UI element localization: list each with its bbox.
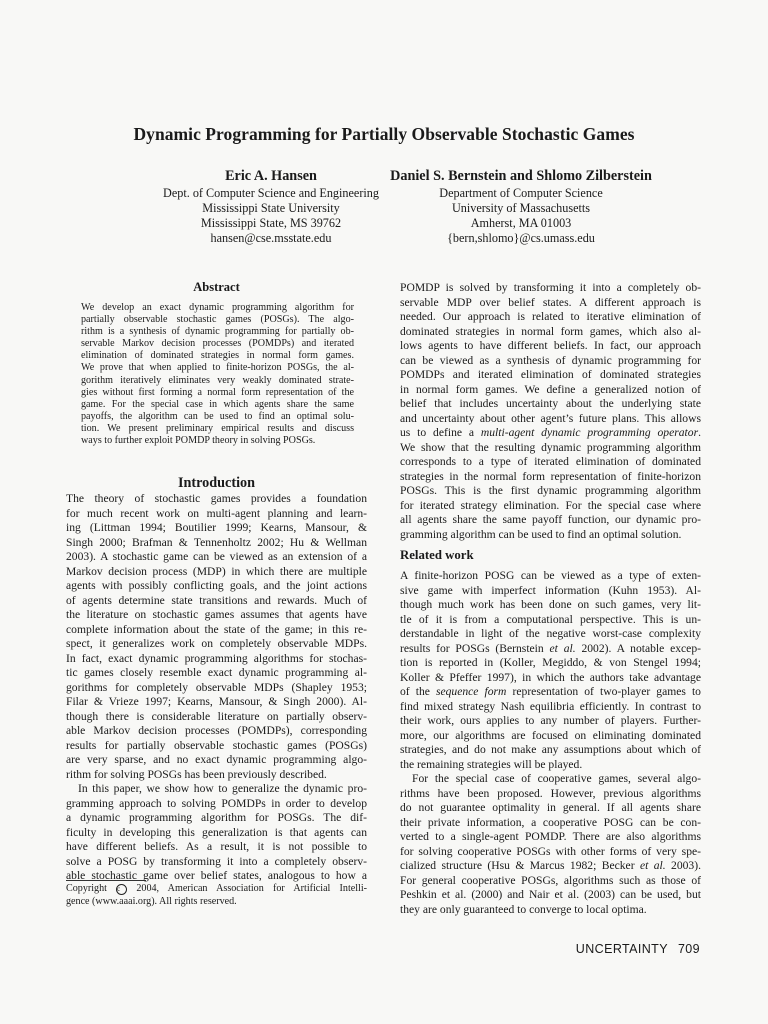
copyright-symbol-icon: c xyxy=(116,884,127,895)
paragraph-line: rithm for solving POSGs has been previously described. xyxy=(66,767,327,781)
author-email: {bern,shlomo}@cs.umass.edu xyxy=(447,230,595,245)
paragraph-line: gramming approach to solving POMDPs in order to develop xyxy=(66,796,367,810)
author-affiliation-line: University of Massachusetts xyxy=(451,200,591,215)
abstract-heading: Abstract xyxy=(193,280,240,294)
paragraph-line: tion is reported in (Koller, Megiddo, & von Stengel 1994; xyxy=(400,656,701,669)
abstract-line: gorithm iteratively eliminates very weakly dominated strate- xyxy=(81,374,354,386)
paragraph-line: A finite-horizon POSG can be viewed as a type of exten- xyxy=(400,569,701,582)
abstract-line: We prove that when applied to finite-horizon POSGs, the al- xyxy=(81,362,354,374)
abstract-line: ways to further exploit POMDP theory in solving POSGs. xyxy=(81,435,316,447)
author-affiliation-line: Department of Computer Science xyxy=(439,186,603,200)
text-run: of the xyxy=(400,685,436,698)
paragraph-line: ing (Littman 1994; Boutilier 1999; Kearns, Mansour, & xyxy=(66,521,367,534)
author-name: Daniel S. Bernstein and Shlomo Zilberstein xyxy=(390,168,652,184)
paragraph-line: find mixed strategy Nash equilibria efficiently. In contrast to xyxy=(400,699,701,713)
copyright-text: 2004, American Association for Artificial Intelli- xyxy=(136,883,368,894)
abstract-line: rithm is a synthesis of dynamic programming for partially ob- xyxy=(81,326,354,338)
footnote-rule xyxy=(66,880,146,881)
author-affiliation-line: Dept. of Computer Science and Engineering xyxy=(163,186,379,200)
paragraph-line: for much recent work on multi-agent planning and learn- xyxy=(66,506,367,520)
emphasis-term: et al. xyxy=(639,859,666,872)
paragraph-line: a dynamic programming algorithm for POSGs. The dif- xyxy=(66,811,367,824)
paragraph-line: POMDPs and iterated elimination of dominated strategies xyxy=(400,368,701,381)
introduction-heading: Introduction xyxy=(178,475,255,491)
author-affiliation-line: Mississippi State, MS 39762 xyxy=(200,215,342,230)
paragraph-line: complete information about the state of the game; in this re- xyxy=(66,622,367,636)
paragraph-line: Koller & Pfeffer 1997), in which the authors take advantage xyxy=(400,670,701,684)
paper-title: Dynamic Programming for Partially Observable Stochastic Games xyxy=(133,124,635,144)
paragraph-line: verted to a single-agent POMDP. There are also algorithms xyxy=(400,830,701,843)
paragraph-line: all agents share the same payoff function, our dynamic pro- xyxy=(400,513,701,526)
copyright-line xyxy=(66,883,367,896)
text-run: cialized structure (Hsu & Marcus 1982; Becker xyxy=(400,859,640,872)
paragraph-line: POMDP is solved by transforming it into a completely ob- xyxy=(400,281,701,294)
paragraph-line: rithms have been proposed. However, previous algorithms xyxy=(400,786,701,800)
paragraph-line: 2003). A stochastic game can be viewed as an extension of a xyxy=(66,550,367,563)
paragraph-line: able stochastic game over belief states, analogous to how a xyxy=(66,869,367,882)
paragraph-line: results for partially observable stochastic games (POSGs) xyxy=(66,738,367,752)
paragraph-line: they are only guaranteed to converge to local optima. xyxy=(400,902,647,916)
page-number: 709 xyxy=(677,942,700,956)
paragraph-line: needed. Our approach is related to iterative elimination of xyxy=(400,310,701,323)
text-run: representation of two-player games to xyxy=(506,685,701,698)
author-name: Eric A. Hansen xyxy=(225,168,317,184)
abstract-body xyxy=(81,302,354,447)
related-work-heading: Related work xyxy=(400,548,474,562)
abstract-line: game. For the special case in which agents share the same xyxy=(81,398,354,410)
text-run: 2002). A notable excep- xyxy=(575,641,701,655)
text-run: . xyxy=(698,426,701,439)
page-footer xyxy=(520,942,700,956)
paragraph-line: for solving cooperative POSGs with other forms of very spe- xyxy=(400,844,701,858)
paragraph-line: can be viewed as a synthesis of dynamic programming for xyxy=(400,353,701,367)
paragraph-line xyxy=(400,642,701,657)
paragraph-line: their work, ours applies to any number of players. Further- xyxy=(400,714,701,727)
author-email: hansen@cse.msstate.edu xyxy=(210,230,332,245)
text-run: results for POSGs (Bernstein xyxy=(400,641,550,655)
paragraph-line: and uncertainty about other agent’s future plans. This allows xyxy=(400,411,701,425)
paragraph-line: gorithms for completely observable MDPs (Shapley 1953; xyxy=(66,680,367,694)
paragraph-line: solve a POSG by transforming it into a completely observ- xyxy=(66,854,367,868)
emphasis-term: multi-agent dynamic programming operator xyxy=(480,426,699,439)
paragraph-line: tic games closely resemble exact dynamic programming al- xyxy=(66,666,367,679)
paragraph-line: the literature on stochastic games assumes that agents have xyxy=(66,608,367,621)
paragraph-line: corresponds to a type of iterated elimination of dominated xyxy=(400,455,701,468)
paragraph-line: gramming algorithm can be used to find an optimal solution. xyxy=(400,527,682,541)
paragraph-line: strategies in the normal form representation of finite-horizon xyxy=(400,469,701,483)
abstract-line: tion. We present preliminary empirical results and discuss xyxy=(81,422,354,434)
paragraph-line: in normal form games. We define a generalized notion of xyxy=(400,382,701,396)
paragraph-line: though there is considerable literature on partially observ- xyxy=(66,709,367,723)
paragraph-line: for iterated strategy elimination. For the special case where xyxy=(400,498,701,512)
paragraph-line: strategies, and do not make any assumptions about which of xyxy=(400,743,701,756)
paragraph-line: POSGs. This is the first dynamic programming algorithm xyxy=(400,484,701,497)
paragraph-line: In this paper, we show how to generalize the dynamic pro- xyxy=(78,782,367,795)
paragraph-line: tle of it is from a computational perspective. This is un- xyxy=(400,612,701,626)
paragraph-line: of agents determine state transitions and rewards. Much of xyxy=(66,593,367,607)
paragraph-line: servable MDP over belief states. A different approach is xyxy=(400,295,701,309)
copyright-line: gence (www.aaai.org). All rights reserved. xyxy=(66,895,237,907)
paragraph-line: For general cooperative POSGs, algorithms such as those of xyxy=(400,873,701,887)
paragraph-line: able Markov decision processes (POMDPs), corresponding xyxy=(66,724,367,737)
paragraph-line: ficulty in developing this generalization is that agents can xyxy=(66,825,367,839)
paragraph-line: spect, it generalizes work on completely observable MDPs. xyxy=(66,637,367,650)
copyright-prefix: Copyright xyxy=(66,883,107,894)
paragraph-line: Markov decision process (MDP) in which there are multiple xyxy=(66,564,367,578)
emphasis-term: et al. xyxy=(549,641,576,655)
paragraph-line: belief that includes uncertainty about the underlying state xyxy=(400,397,701,410)
related-work-body xyxy=(400,569,701,917)
paragraph-line: dominated strategies in normal form games, which also al- xyxy=(400,324,701,338)
abstract-line: elimination of dominated strategies in normal form games. xyxy=(81,350,354,362)
paragraph-line: sive game with imperfect information (Kuhn 1953). Al- xyxy=(400,583,701,597)
paragraph-line: lows agents to have different beliefs. In fact, our approach xyxy=(400,339,701,352)
paragraph-line: Filar & Vrieze 1997; Kearns, Mansour, & Singh 2000). Al- xyxy=(66,695,367,708)
paragraph-line: agents with possibly conflicting goals, and the joint actions xyxy=(66,579,367,592)
paragraph-line xyxy=(400,426,701,441)
paragraph-line: have different beliefs. As a result, it is not possible to xyxy=(66,840,367,853)
abstract-line: We develop an exact dynamic programming algorithm for xyxy=(81,302,354,313)
author-affiliation-line: Amherst, MA 01003 xyxy=(470,215,572,230)
paragraph-line xyxy=(400,859,701,874)
text-run: 2003). xyxy=(665,859,701,872)
paragraph-line: We show that the resulting dynamic programming algorithm xyxy=(400,440,701,454)
text-run: us to define a xyxy=(400,426,481,439)
footer-section-label: UNCERTAINTY xyxy=(575,942,668,956)
paragraph-line: Singh 2000; Brafman & Tennenholtz 2002; Hu & Wellman xyxy=(66,535,367,549)
emphasis-term: sequence form xyxy=(435,685,507,698)
paragraph-line: The theory of stochastic games provides a foundation xyxy=(66,492,367,505)
abstract-line: servable Markov decision processes (POMDPs) and iterated xyxy=(81,338,354,350)
abstract-line: gies without first forming a normal form representation of the xyxy=(81,386,354,398)
paragraph-line: Peshkin et al. (2000) and Nair et al. (2003) can be used, but xyxy=(400,888,701,901)
paragraph-line: derstandable in light of the negative worst-case complexity xyxy=(400,627,701,640)
introduction-body xyxy=(66,492,367,884)
paragraph-line: the remaining strategies will be played. xyxy=(400,757,583,771)
paragraph-line xyxy=(400,685,701,700)
paragraph-line: more, our algorithms are focused on eliminating dominated xyxy=(400,728,701,742)
paragraph-line: do not guarantee optimality in general. If all agents share xyxy=(400,801,701,814)
introduction-continued xyxy=(400,281,701,542)
author-block-2 xyxy=(368,168,674,246)
paragraph-line: though much work has been done on such games, very lit- xyxy=(400,598,701,611)
abstract-line: payoffs, the algorithm can be used to find an optimal solu- xyxy=(81,410,354,422)
paragraph-line: their private information, a cooperative POSG can be con- xyxy=(400,815,701,829)
copyright-notice xyxy=(66,883,367,909)
author-affiliation-line: Mississippi State University xyxy=(202,200,340,215)
abstract-line: partially observable stochastic games (POSGs). The algo- xyxy=(81,314,354,326)
paragraph-line: For the special case of cooperative games, several algo- xyxy=(412,772,701,785)
paragraph-line: are very sparse, and no exact dynamic programming algo- xyxy=(66,753,367,766)
paragraph-line: In fact, exact dynamic programming algorithms for stochas- xyxy=(66,651,367,665)
